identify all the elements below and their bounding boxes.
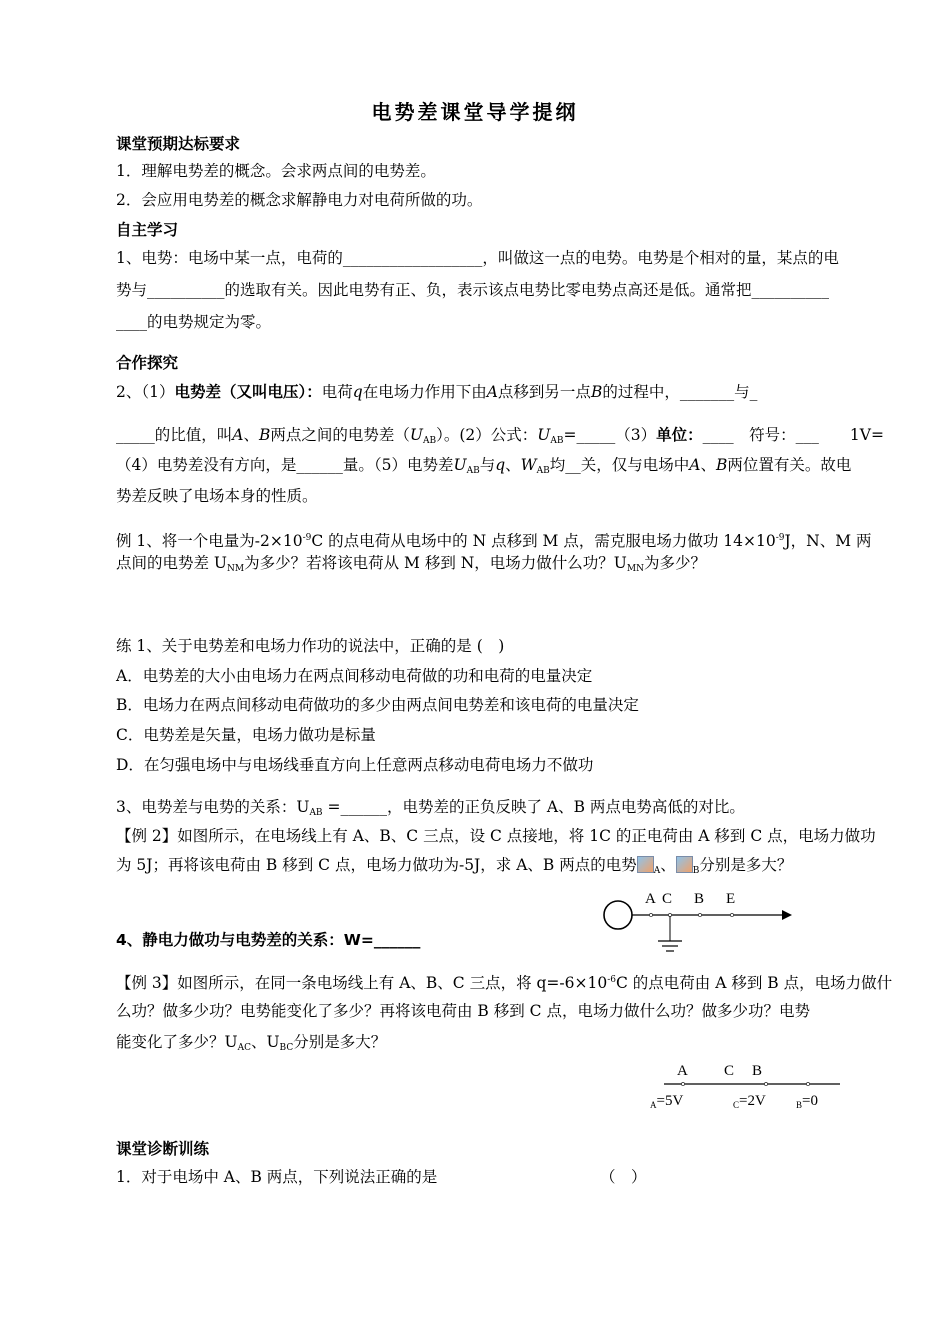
fig2-label-b: B (752, 1063, 763, 1079)
fig1-label-c: C (662, 891, 673, 907)
diagnosis-question-1: 1．对于电场中 A、B 两点，下列说法正确的是 (116, 1168, 438, 1186)
goal-item-1: 1．理解电势差的概念。会求两点间的电势差。 (116, 162, 436, 180)
potential-difference-line-3: （4）电势差没有方向，是______量。（5）电势差$U_{AB}$与q、$W_{AB}$均__关，仅与电场中A、B两位置有关。故电 (116, 456, 852, 476)
practice-1-option-c: C．电势差是矢量，电场力做功是标量 (116, 726, 376, 744)
point-e-marker (730, 913, 733, 916)
practice-1-question: 练 1、关于电势差和电场力作功的说法中，正确的是 ( ) (116, 637, 505, 655)
phi-a-value: $_A$=5V (650, 1093, 684, 1110)
fig1-label-a: A (645, 891, 656, 907)
phi-image-icon (637, 856, 654, 873)
self-study-line-2: 势与__________的选取有关。因此电势有正、负，表示该点电势比零电势点高还是低。通常把__________ (116, 281, 830, 299)
example-1-line-1: 例 1、将一个电量为$-2\times 10^{-9}C$ 的点电荷从电场中的 N 点移到 M 点，需克服电场力做功 $14\times 10^{-9}J$，N、M 两 (116, 532, 872, 550)
self-study-line-3: ____的电势规定为零。 (116, 313, 272, 331)
section-heading-diagnosis: 课堂诊断训练 (116, 1140, 210, 1158)
fig1-label-b: B (694, 891, 705, 907)
self-study-line-1: 1、电势：电场中某一点，电荷的__________________，叫做这一点的电势。电势是个相对的量，某点的电 (116, 249, 839, 267)
example-3-line-3: 能变化了多少？$U_{AC}$、$U_{BC}$分别是多大？ (116, 1033, 387, 1053)
point-c-marker (764, 1082, 767, 1085)
section-heading-cooperate: 合作探究 (116, 354, 179, 372)
point-a-marker (649, 913, 652, 916)
example-1-line-2: 点间的电势差 $U_{NM}$为多少？若将该电荷从 M 移到 N，电场力做什么功？$U_{MN}$为多少？ (116, 554, 706, 574)
section-heading-goals: 课堂预期达标要求 (116, 135, 241, 153)
point-b-marker (698, 913, 701, 916)
point-charge-circle (604, 901, 632, 929)
example-2-line-1: 【例 2】如图所示，在电场线上有 A、B、C 三点，设 C 点接地，将 1C 的正电荷由 A 移到 C 点，电场力做功 (116, 827, 876, 845)
example-2-line-2: 为 5J；再将该电荷由 B 移到 C 点，电场力做功为-5J，求 A、B 两点的电势 $_A$、 $_B$分别是多大？ (116, 856, 793, 876)
practice-1-option-a: A．电势差的大小由电场力在两点间移动电荷做的功和电荷的电量决定 (116, 667, 593, 685)
fig2-label-c: C (724, 1063, 735, 1079)
question-4-line: 4、静电力做功与电势差的关系：W=______ (116, 931, 421, 949)
section-heading-self-study: 自主学习 (116, 221, 179, 239)
practice-1-option-d: D．在匀强电场中与电场线垂直方向上任意两点移动电荷电场力不做功 (116, 756, 594, 774)
question-3-line: 3、电势差与电势的关系：$U_{AB}$ =______，电势差的正负反映了 A、B 两点电势高低的对比。 (116, 798, 745, 818)
potential-difference-line-2: _____的比值，叫A、B两点之间的电势差$(U_{AB})$。(2）公式：$U_{AB}=\_\_\_\_\_(3)$单位：____ 符号：___ 1V= (116, 426, 884, 446)
point-a-marker (681, 1082, 684, 1085)
answer-bracket: （ ） (600, 1168, 647, 1186)
practice-1-option-b: B．电场力在两点间移动电荷做功的多少由两点间电势差和该电荷的电量决定 (116, 696, 639, 714)
fig1-label-e: E (726, 891, 736, 907)
fig2-label-a: A (677, 1063, 688, 1079)
potential-difference-line-4: 势差反映了电场本身的性质。 (116, 487, 318, 505)
phi-b-value: $_B$=0 (796, 1093, 818, 1110)
phi-image-icon (676, 856, 693, 873)
example-3-line-2: 么功？做多少功？电势能变化了多少？再将该电荷由 B 移到 C 点，电场力做什么功？做多少功？电势 (116, 1002, 810, 1020)
point-b-marker (806, 1082, 809, 1085)
phi-c-value: $_C$=2V (733, 1093, 766, 1110)
arrow-head-icon (782, 910, 792, 920)
example-3-line-1: 【例 3】如图所示，在同一条电场线上有 A、B、C 三点，将 $q=-6\times 10^{-6}C$ 的点电荷由 A 移到 B 点，电场力做什 (116, 974, 893, 992)
potential-difference-line-1: 2、（1）电势差（又叫电压）：电荷q在电场力作用下由A点移到另一点B的过程中，_______与_ (116, 383, 758, 401)
goal-item-2: 2．会应用电势差的概念求解静电力对电荷所做的功。 (116, 191, 483, 209)
page-title: 电势差课堂导学提纲 (371, 100, 579, 124)
